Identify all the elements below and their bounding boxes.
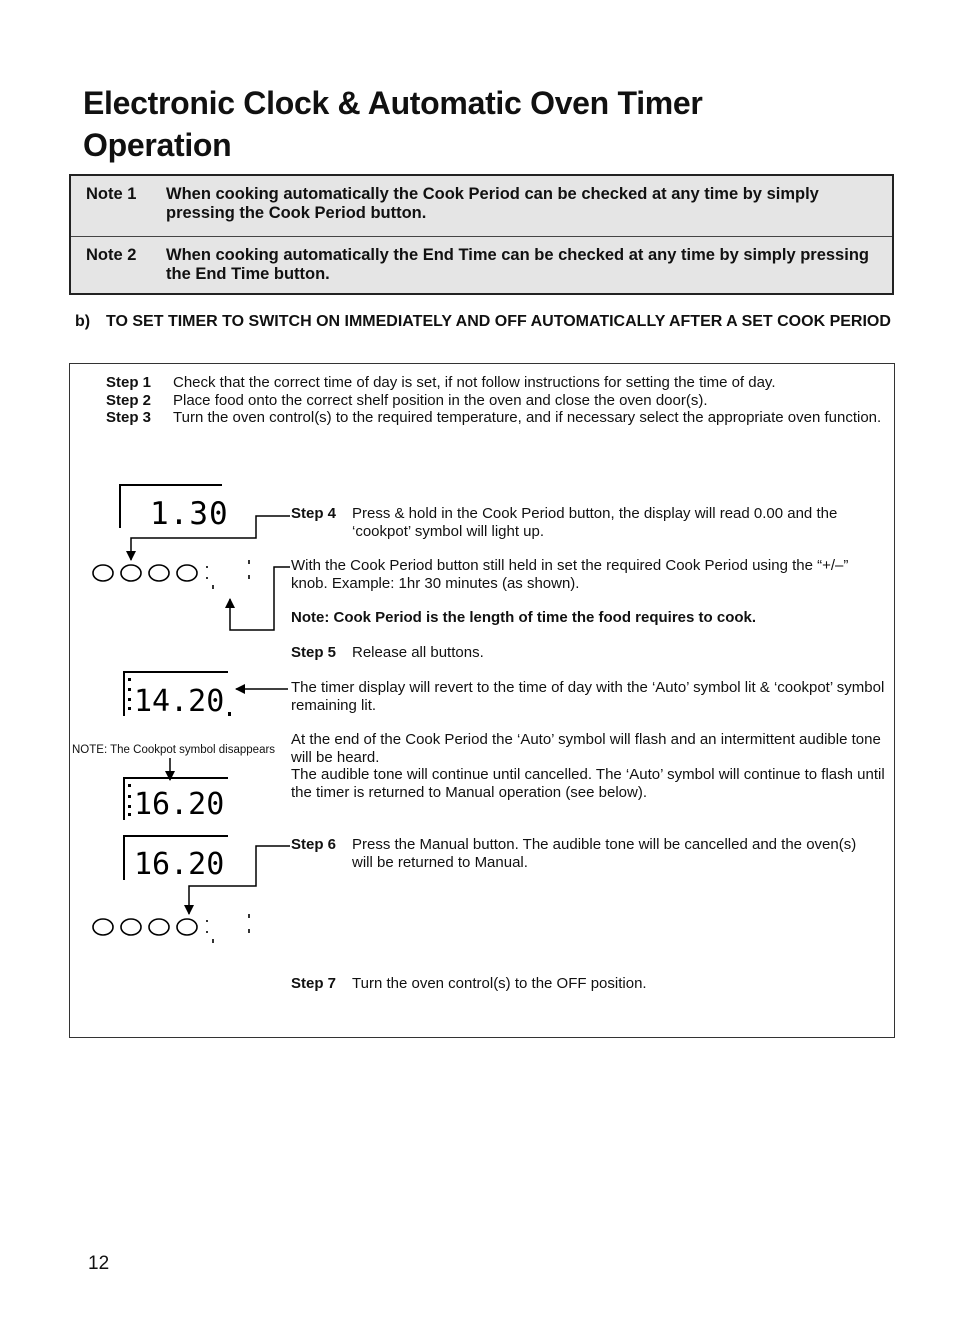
symbol-row-2: [93, 914, 249, 943]
page-title: Electronic Clock & Automatic Oven Timer Operation: [83, 85, 703, 163]
symbol-row-1: [93, 560, 249, 589]
note-label: Note 1: [86, 185, 137, 203]
step-text: The timer display will revert to the time of day with the ‘Auto’ symbol lit & ‘cookpot’ symbol remaining lit.: [291, 679, 885, 714]
display-digits: 1.30: [150, 496, 229, 532]
step-label: Step 2: [106, 392, 152, 409]
step-text: Turn the oven control(s) to the OFF position.: [352, 975, 647, 992]
step-text: Check that the correct time of day is set, if not follow instructions for setting the time of day.: [173, 374, 776, 391]
step-text: Press & hold in the Cook Period button, the display will read 0.00 and the ‘cookpot’ symbol will light up.: [352, 505, 838, 540]
timer-display-3: [124, 778, 228, 822]
step-label: Step 5: [291, 644, 337, 661]
step-text: At the end of the Cook Period the ‘Auto’ symbol will flash and an intermittent audible tone will be heard.: [291, 731, 881, 766]
step-text: The audible tone will continue until cancelled. The ‘Auto’ symbol will continue to flash until the timer is returned to Manual operation (see below).: [291, 766, 885, 801]
step-text: Press the Manual button. The audible tone will be cancelled and the oven(s) will be returned to Manual.: [352, 836, 857, 871]
note-label: Note 2: [86, 246, 137, 264]
step-label: Step 4: [291, 505, 337, 522]
step-text: Turn the oven control(s) to the required temperature, and if necessary select the appropriate oven function.: [173, 409, 882, 426]
display-digits: 14.20: [134, 684, 225, 719]
step-note: Note: Cook Period is the length of time the food requires to cook.: [291, 609, 757, 626]
step-text: Release all buttons.: [352, 644, 484, 661]
cookpot-caption: NOTE: The Cookpot symbol disappears: [72, 744, 276, 756]
step-text: Place food onto the correct shelf position in the oven and close the oven door(s).: [173, 392, 708, 409]
step-label: Step 6: [291, 836, 337, 853]
display-digits: 16.20: [134, 847, 225, 882]
timer-display-4: [124, 836, 228, 882]
timer-display-1: [120, 485, 229, 532]
step-label: Step 3: [106, 409, 152, 426]
step-label: Step 7: [291, 975, 337, 992]
display-digits: 16.20: [134, 787, 225, 822]
note-text: When cooking automatically the End Time can be checked at any time by simply pressing the End Time button.: [166, 246, 869, 283]
step-text: With the Cook Period button still held in set the required Cook Period using the “+/–” knob. Example: 1hr 30 minutes (as shown).: [291, 557, 849, 592]
section-letter: b): [75, 313, 91, 330]
timer-display-2: [124, 672, 231, 719]
section-heading: TO SET TIMER TO SWITCH ON IMMEDIATELY AND OFF AUTOMATICALLY AFTER A SET COOK PERIOD: [106, 313, 891, 330]
note-text: When cooking automatically the Cook Period can be checked at any time by simply pressing the Cook Period button.: [166, 185, 819, 222]
step-label: Step 1: [106, 374, 152, 391]
page-number: 12: [88, 1253, 110, 1274]
